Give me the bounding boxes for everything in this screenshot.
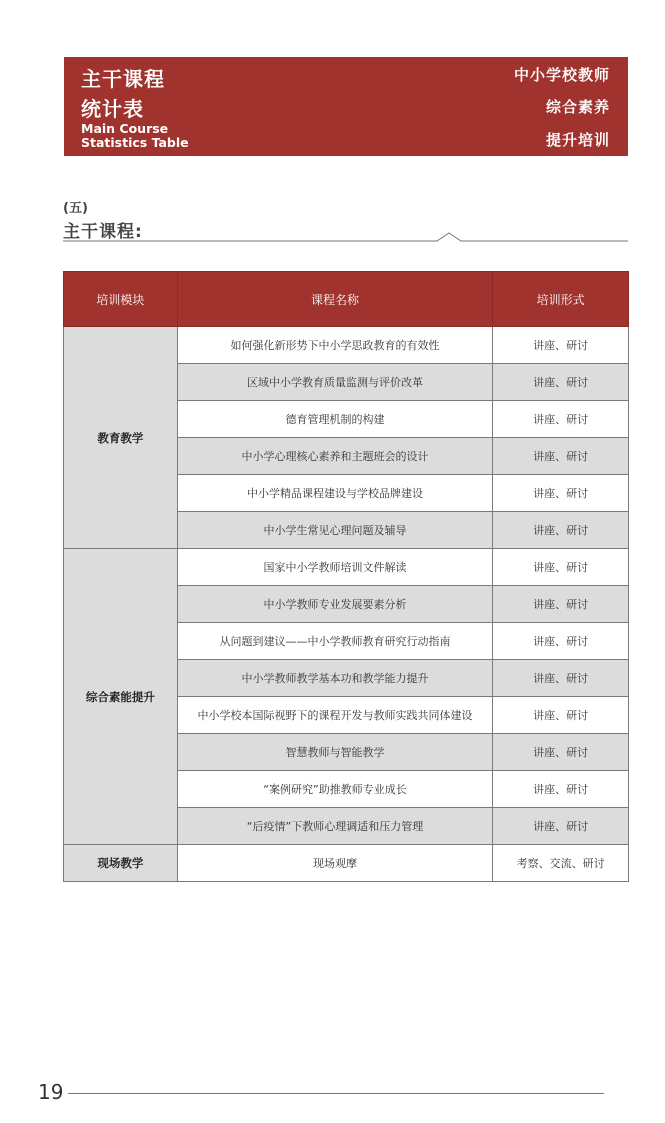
footer-rule xyxy=(68,1093,604,1094)
page-number: 19 xyxy=(38,1080,64,1104)
form-cell: 讲座、研讨 xyxy=(493,771,629,808)
banner-right-line1: 中小学校教师 xyxy=(513,66,610,84)
banner-right-line2: 综合素养 xyxy=(545,98,610,116)
header-module: 培训模块 xyxy=(64,272,178,327)
table-header-row xyxy=(64,272,629,327)
form-cell: 讲座、研讨 xyxy=(493,438,629,475)
section-title: 主干课程: xyxy=(63,222,143,242)
form-cell: 讲座、研讨 xyxy=(493,512,629,549)
module-cell: 现场教学 xyxy=(64,845,178,882)
form-cell: 讲座、研讨 xyxy=(493,808,629,845)
table-row xyxy=(64,327,629,364)
banner-title-line2: 统计表 xyxy=(81,97,144,121)
course-cell: 区域中小学教育质量监测与评价改革 xyxy=(177,364,492,401)
header-course: 课程名称 xyxy=(177,272,492,327)
module-cell: 教育教学 xyxy=(64,327,178,549)
course-cell: 中小学校本国际视野下的课程开发与教师实践共同体建设 xyxy=(177,697,492,734)
form-cell: 讲座、研讨 xyxy=(493,623,629,660)
section-number: (五) xyxy=(63,201,88,216)
course-cell: 如何强化新形势下中小学思政教育的有效性 xyxy=(177,327,492,364)
form-cell: 讲座、研讨 xyxy=(493,660,629,697)
course-cell: 从问题到建议——中小学教师教育研究行动指南 xyxy=(177,623,492,660)
banner-english-line2: Statistics Table xyxy=(81,135,189,150)
course-cell: 中小学教师教学基本功和教学能力提升 xyxy=(177,660,492,697)
banner-english-line1: Main Course xyxy=(81,121,169,136)
header-form: 培训形式 xyxy=(493,272,629,327)
form-cell: 讲座、研讨 xyxy=(493,697,629,734)
course-cell: 中小学教师专业发展要素分析 xyxy=(177,586,492,623)
form-cell: 讲座、研讨 xyxy=(493,364,629,401)
course-cell: “案例研究”助推教师专业成长 xyxy=(177,771,492,808)
section-divider xyxy=(63,230,628,244)
course-cell: 德育管理机制的构建 xyxy=(177,401,492,438)
banner-right-line3: 提升培训 xyxy=(545,131,610,149)
course-table xyxy=(63,271,629,882)
course-cell: 中小学精品课程建设与学校品牌建设 xyxy=(177,475,492,512)
form-cell: 讲座、研讨 xyxy=(493,586,629,623)
course-cell: 中小学生常见心理问题及辅导 xyxy=(177,512,492,549)
banner-title-line1: 主干课程 xyxy=(81,67,165,91)
module-cell: 综合素能提升 xyxy=(64,549,178,845)
course-cell: 中小学心理核心素养和主题班会的设计 xyxy=(177,438,492,475)
form-cell: 讲座、研讨 xyxy=(493,475,629,512)
course-cell: 现场观摩 xyxy=(177,845,492,882)
course-cell: 智慧教师与智能教学 xyxy=(177,734,492,771)
form-cell: 讲座、研讨 xyxy=(493,734,629,771)
table-row xyxy=(64,549,629,586)
form-cell: 讲座、研讨 xyxy=(493,549,629,586)
table-row xyxy=(64,845,629,882)
form-cell: 考察、交流、研讨 xyxy=(493,845,629,882)
course-cell: “后疫情”下教师心理调适和压力管理 xyxy=(177,808,492,845)
form-cell: 讲座、研讨 xyxy=(493,327,629,364)
course-cell: 国家中小学教师培训文件解读 xyxy=(177,549,492,586)
header-banner xyxy=(64,57,628,156)
form-cell: 讲座、研讨 xyxy=(493,401,629,438)
